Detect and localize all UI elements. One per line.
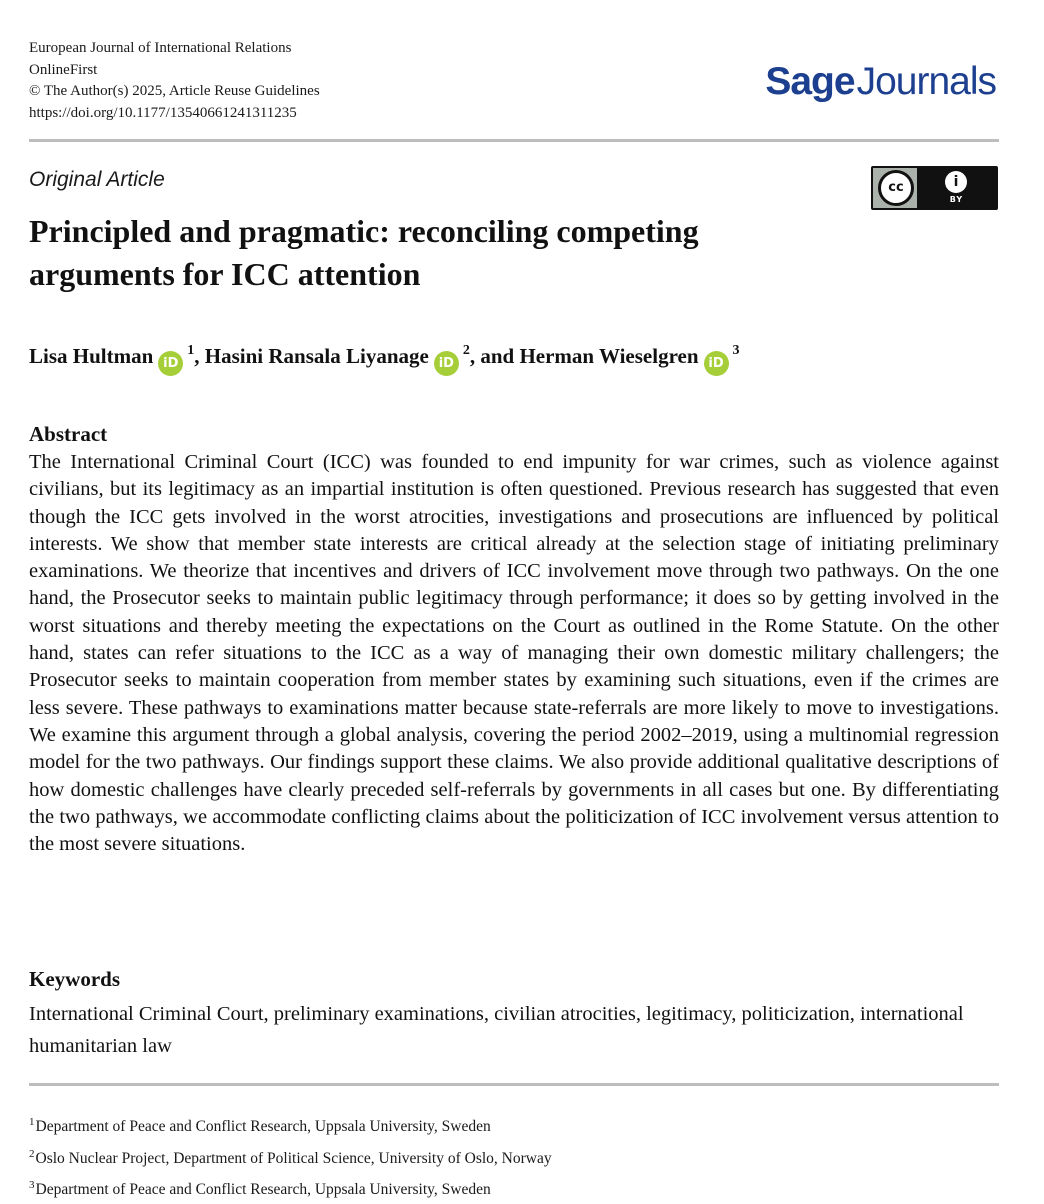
brand-sage: Sage <box>765 60 855 103</box>
affiliation-item <box>29 1172 552 1204</box>
affiliation-marker: 2 <box>462 343 470 358</box>
author-name[interactable]: Lisa Hultman <box>29 344 154 368</box>
affiliation-number: 2 <box>29 1147 35 1160</box>
affiliation-text: Oslo Nuclear Project, Department of Political Science, University of Oslo, Norway <box>35 1149 552 1167</box>
abstract-text: The International Criminal Court (ICC) was founded to end impunity for war crimes, such as violence against civilians, but its legitimacy as an impartial institution is often questioned. Previous research has suggested that even though the ICC gets involved in the worst atrocities, investigations and prosecutions are influenced by political interests. We show that member state interests are critical already at the selection stage of initiating preliminary examinations. We theorize that incentives and drivers of ICC involvement move through two pathways. On the one hand, the Prosecutor seeks to maintain public legitimacy through performance; it does so by getting involved in the worst situations and thereby meeting the expectations on the Court as outlined in the Rome Statute. On the other hand, states can refer situations to the ICC as a way of managing their own domestic military challengers; the Prosecutor seeks to maintain cooperation from member states by examining such situations, even if the crimes are less severe. These pathways to examinations matter because state-referrals are more likely to move to investigations. We examine this argument through a global analysis, covering the period 2002–2019, using a multinomial regression model for the two pathways. Our findings support these claims. We also provide additional qualitative descriptions of how domestic challenges have clearly preceded self-referrals by governments in all cases but one. By differentiating the two pathways, we accommodate conflicting claims about the politicization of ICC involvement versus attention to the most severe situations. <box>29 451 999 856</box>
orcid-icon[interactable]: iD <box>704 351 729 376</box>
journal-name: European Journal of International Relations <box>29 40 292 56</box>
affiliation-marker: 3 <box>732 343 740 358</box>
author-separator: , and <box>469 344 520 368</box>
keywords-heading: Keywords <box>29 967 120 991</box>
cc-icon: cc <box>878 170 914 206</box>
affiliation-text: Department of Peace and Conflict Research, Uppsala University, Sweden <box>35 1181 491 1198</box>
article-title: Principled and pragmatic: reconciling competing arguments for ICC attention <box>29 213 699 292</box>
affiliation-text: Department of Peace and Conflict Research, Uppsala University, Sweden <box>35 1118 491 1135</box>
cc-by-license-badge[interactable] <box>871 166 998 210</box>
copyright-line[interactable]: © The Author(s) 2025, Article Reuse Guidelines <box>29 83 320 99</box>
affiliations <box>29 1109 552 1204</box>
brand-journals: Journals <box>856 60 996 103</box>
author-list <box>29 343 740 376</box>
article-type: Original Article <box>29 168 165 191</box>
footer-divider <box>29 1083 999 1086</box>
orcid-icon[interactable]: iD <box>158 351 183 376</box>
affiliation-number: 1 <box>29 1116 35 1128</box>
header-divider <box>29 139 999 142</box>
author-name[interactable]: Hasini Ransala Liyanage <box>204 344 429 368</box>
affiliation-item <box>29 1109 552 1141</box>
affiliation-number: 3 <box>29 1179 35 1191</box>
author-separator: , <box>194 344 205 368</box>
doi-link[interactable]: https://doi.org/10.1177/13540661241311235 <box>29 104 297 121</box>
affiliation-marker: 1 <box>187 343 195 358</box>
orcid-icon[interactable]: iD <box>434 351 459 376</box>
affiliation-item <box>29 1141 552 1173</box>
abstract-heading: Abstract <box>29 422 108 446</box>
author-name[interactable]: Herman Wieselgren <box>519 344 699 368</box>
journal-meta <box>29 38 320 124</box>
publication-status: OnlineFirst <box>29 61 98 78</box>
keywords-text: International Criminal Court, preliminary examinations, civilian atrocities, legitimacy, politicization, international humanitarian law <box>29 1003 964 1057</box>
sage-journals-logo[interactable] <box>765 60 996 104</box>
attribution-icon: i <box>945 171 967 193</box>
by-label: BY <box>949 195 964 204</box>
